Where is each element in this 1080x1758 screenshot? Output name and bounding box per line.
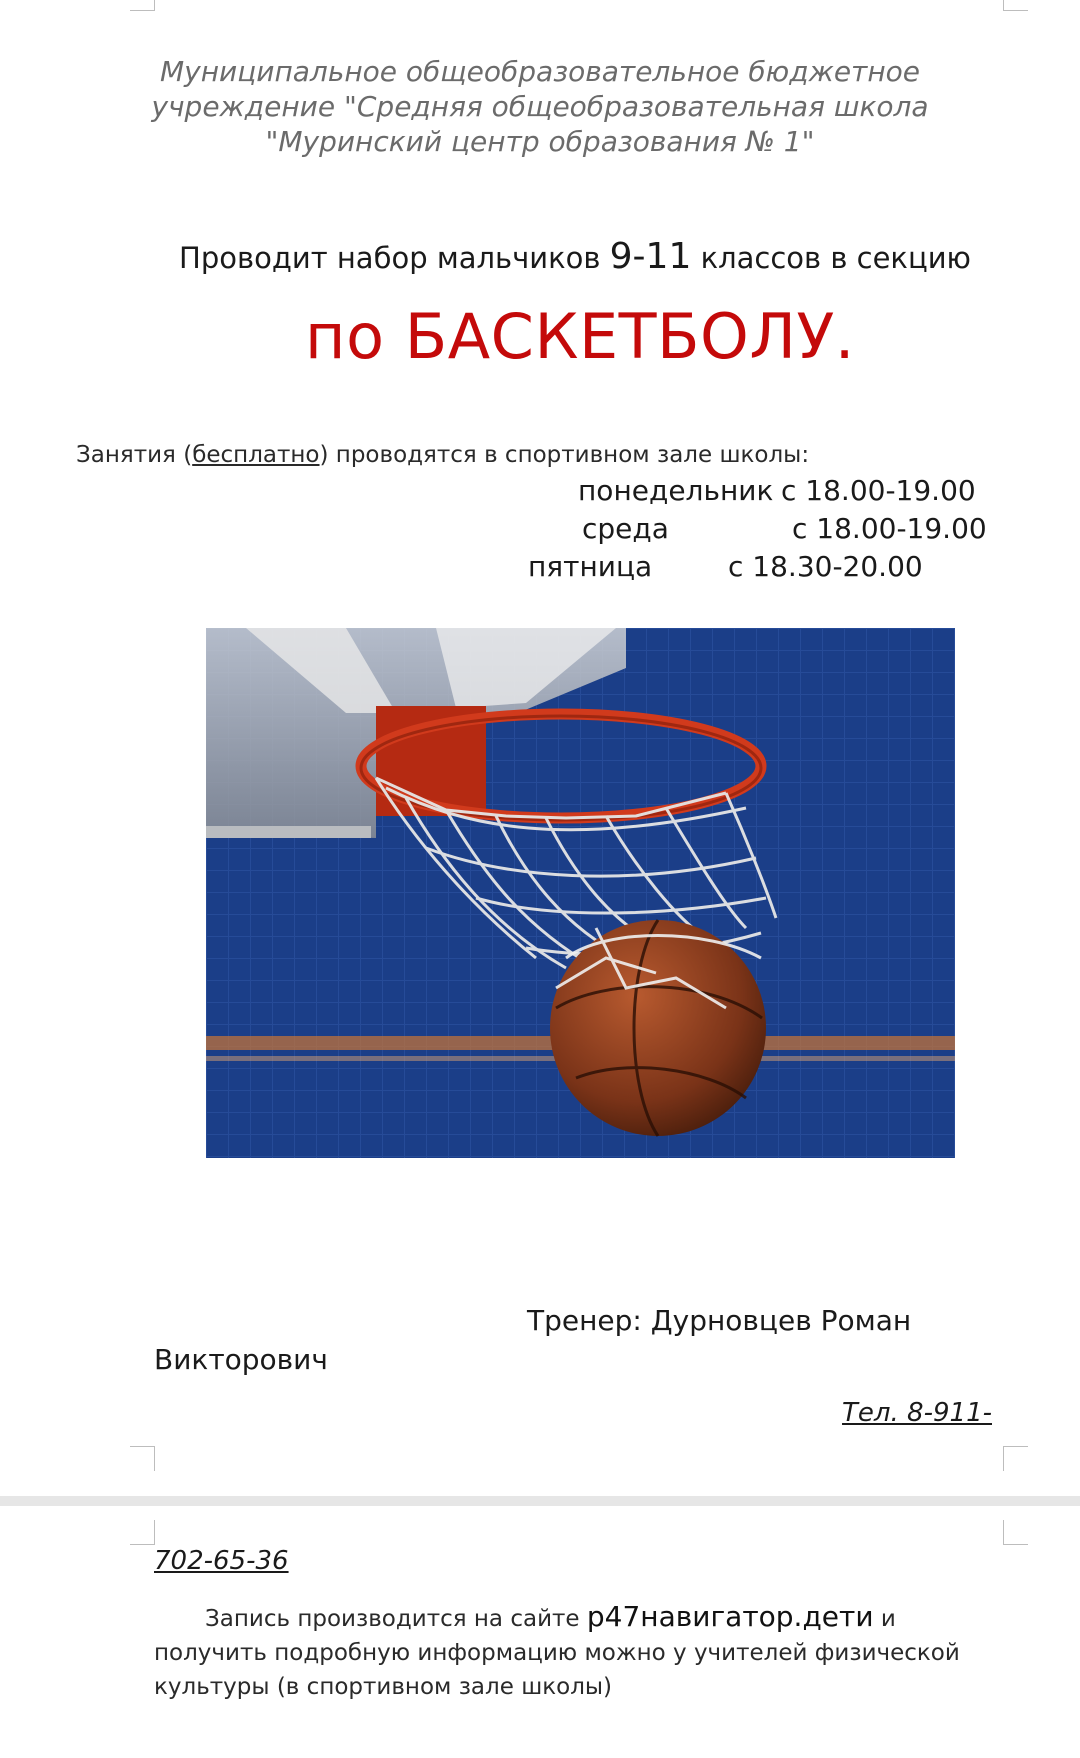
signup-text: и получить подробную информацию можно у учителей физической культуры (в спортивном зале школы) <box>154 1606 960 1700</box>
phone-number-end: 702-65-36 <box>154 1546 289 1576</box>
sport-title: по БАСКЕТБОЛУ. <box>305 300 855 373</box>
classes-suffix: ) проводятся в спортивном зале школы: <box>319 442 810 468</box>
coach-name: Тренер: Дурновцев Роман <box>527 1304 912 1337</box>
classes-info <box>76 442 809 468</box>
schedule-time: с 18.30-20.00 <box>728 550 923 583</box>
page-separator <box>0 1496 1080 1506</box>
margin-corner-mark <box>1003 1520 1028 1545</box>
free-label: бесплатно <box>192 442 320 468</box>
margin-corner-mark <box>130 1446 155 1471</box>
schedule-day: понедельник <box>578 474 774 507</box>
margin-corner-mark <box>130 0 155 11</box>
schedule-day: среда <box>582 512 669 545</box>
signup-info <box>154 1600 1014 1704</box>
recruit-text: классов в секцию <box>691 241 971 275</box>
recruit-grades: 9-11 <box>609 236 692 277</box>
classes-prefix: Занятия ( <box>76 442 193 468</box>
schedule-time: с 18.00-19.00 <box>792 512 987 545</box>
header-line: Муниципальное общеобразовательное бюджетное <box>159 55 921 88</box>
school-header <box>150 54 930 159</box>
signup-website: р47навигатор.дети <box>586 1600 874 1633</box>
header-line: "Муринский центр образования № 1" <box>265 125 815 158</box>
header-line: учреждение "Средняя общеобразовательная школа <box>151 90 929 123</box>
recruitment-line <box>150 236 1000 277</box>
phone-number-start: Тел. 8-911- <box>842 1398 992 1428</box>
signup-text: Запись производится на сайте <box>205 1606 587 1632</box>
margin-corner-mark <box>1003 1446 1028 1471</box>
recruit-text: Проводит набор мальчиков <box>179 241 610 275</box>
margin-corner-mark <box>1003 0 1028 11</box>
basketball-hoop-photo <box>206 628 955 1158</box>
schedule-day: пятница <box>528 550 653 583</box>
schedule-time: с 18.00-19.00 <box>781 474 976 507</box>
coach-patronymic: Викторович <box>154 1343 328 1376</box>
margin-corner-mark <box>130 1520 155 1545</box>
